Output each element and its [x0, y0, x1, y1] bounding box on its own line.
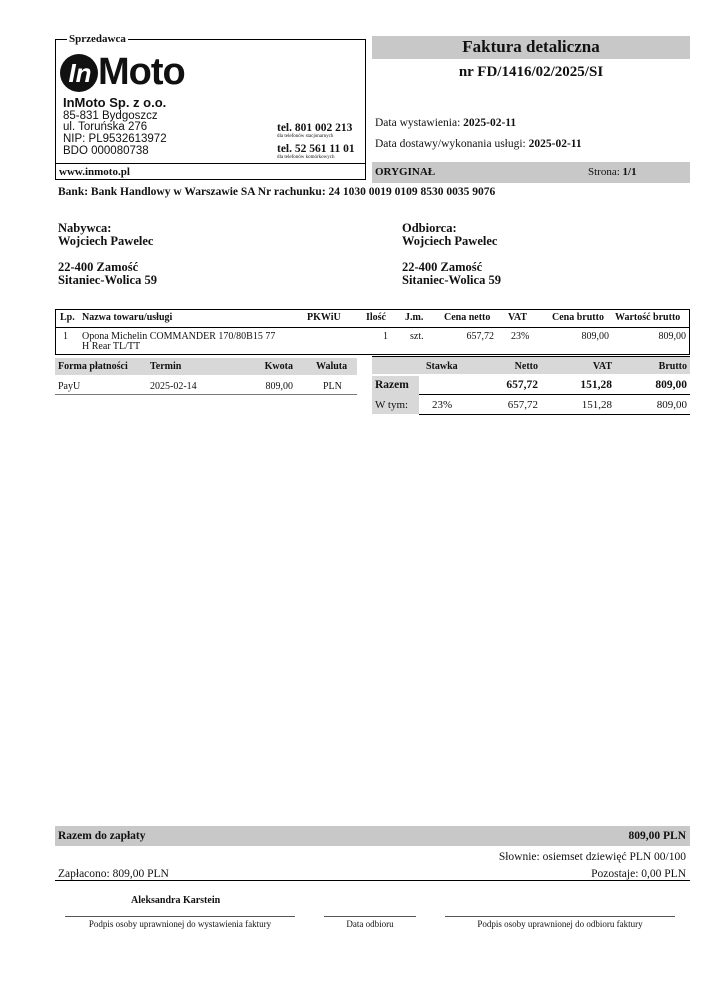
- item-name-line1: Opona Michelin COMMANDER 170/80B15 77: [82, 331, 276, 342]
- seller-city: 85-831 Bydgoszcz: [63, 110, 158, 122]
- payment-divider: [55, 394, 357, 395]
- receiver-signature-line: [445, 916, 675, 917]
- vat-bottom-line: [419, 414, 690, 415]
- seller-label: Sprzedawca: [69, 33, 126, 45]
- vat-row-net: 657,72: [507, 399, 538, 411]
- delivery-date-label: Data dostawy/wykonania usługi:: [375, 138, 526, 150]
- seller-tel-landline: tel. 801 002 213: [277, 122, 353, 134]
- item-net-price: 657,72: [466, 331, 494, 342]
- document-title: Faktura detaliczna: [462, 37, 600, 56]
- col-lp: Lp.: [60, 312, 75, 323]
- payment-due: 2025-02-14: [150, 381, 197, 392]
- recipient-name: Wojciech Pawelec: [402, 234, 498, 248]
- col-vat: VAT: [508, 312, 528, 323]
- issuer-signature-label: Podpis osoby uprawnionej do wystawienia faktury: [88, 919, 272, 929]
- receipt-date-label: Data odbioru: [346, 919, 394, 929]
- issue-date-label: Data wystawienia:: [375, 117, 461, 129]
- logo-in-text: In: [68, 58, 92, 88]
- payment-col-amount: Kwota: [264, 361, 293, 372]
- items-header-divider: [55, 327, 690, 328]
- delivery-date-row: [375, 138, 582, 150]
- page-label: Strona:: [588, 166, 620, 178]
- totals-divider: [55, 880, 690, 881]
- document-number: nr FD/1416/02/2025/SI: [458, 64, 604, 80]
- vat-total-gross: 809,00: [655, 379, 687, 391]
- document-status: ORYGINAŁ: [375, 166, 436, 178]
- receiver-signature-label: Podpis osoby uprawnionej do odbioru faktury: [477, 919, 643, 929]
- vat-total-vat: 151,28: [580, 379, 612, 391]
- item-name-line2: H Rear TL/TT: [82, 341, 141, 352]
- bank-account-line: Bank: Bank Handlowy w Warszawie SA Nr rachunku: 24 1030 0019 0109 8530 0035 9076: [58, 186, 496, 198]
- vat-col-gross: Brutto: [658, 361, 687, 372]
- payment-col-form: Forma płatności: [58, 361, 128, 372]
- vat-total-label: Razem: [375, 379, 409, 391]
- total-to-pay-label: Razem do zapłaty: [58, 830, 146, 842]
- payment-col-currency: Waluta: [316, 361, 348, 372]
- vat-breakdown-label: W tym:: [375, 399, 409, 411]
- vat-row-vat: 151,28: [581, 399, 612, 411]
- col-net-price: Cena netto: [444, 312, 491, 323]
- col-unit: J.m.: [405, 312, 424, 323]
- item-unit: szt.: [410, 331, 424, 342]
- col-pkwiu: PKWiU: [307, 312, 341, 323]
- recipient-city: 22-400 Zamość: [402, 260, 483, 274]
- buyer-label: Nabywca:: [58, 221, 112, 235]
- vat-total-divider: [419, 394, 690, 395]
- buyer-street: Sitaniec-Wolica 59: [58, 273, 157, 287]
- total-to-pay-amount: 809,00 PLN: [628, 830, 686, 842]
- seller-tel-landline-note: dla telefonów stacjonarnych: [277, 134, 334, 139]
- item-vat: 23%: [511, 331, 530, 342]
- payment-form: PayU: [58, 381, 81, 392]
- payment-currency: PLN: [323, 381, 342, 392]
- item-gross-price: 809,00: [581, 331, 609, 342]
- seller-bdo: BDO 000080738: [63, 145, 149, 157]
- recipient-label: Odbiorca:: [402, 221, 457, 235]
- payment-col-due: Termin: [150, 361, 182, 372]
- col-gross-value: Wartość brutto: [615, 312, 681, 323]
- seller-tel-mobile: tel. 52 561 11 01: [277, 143, 355, 155]
- receipt-date-line: [324, 916, 416, 917]
- logo-moto-text: Moto: [98, 51, 185, 93]
- item-qty: 1: [383, 331, 388, 342]
- seller-tel-mobile-note: dla telefonów komórkowych: [277, 155, 335, 160]
- buyer-name: Wojciech Pawelec: [58, 234, 154, 248]
- issue-date-row: [375, 117, 516, 129]
- vat-total-net: 657,72: [506, 379, 538, 391]
- col-name: Nazwa towaru/usługi: [82, 312, 173, 323]
- seller-street: ul. Toruńska 276: [63, 121, 148, 133]
- vat-row-rate: 23%: [432, 399, 453, 411]
- seller-name: InMoto Sp. z o.o.: [63, 95, 167, 110]
- seller-divider: [55, 163, 366, 164]
- recipient-street: Sitaniec-Wolica 59: [402, 273, 501, 287]
- seller-nip: NIP: PL9532613972: [63, 133, 167, 145]
- item-lp: 1: [63, 331, 68, 342]
- amount-remaining: Pozostaje: 0,00 PLN: [591, 868, 686, 880]
- vat-col-rate: Stawka: [426, 361, 458, 372]
- amount-paid: Zapłacono: 809,00 PLN: [58, 868, 169, 880]
- delivery-date-value: 2025-02-11: [528, 138, 582, 150]
- page-indicator: [588, 166, 637, 178]
- vat-col-vat: VAT: [592, 361, 612, 372]
- issuer-signature-line: [65, 916, 295, 917]
- vat-col-net: Netto: [514, 361, 538, 372]
- page-value: 1/1: [622, 166, 637, 178]
- col-qty: Ilość: [366, 312, 386, 323]
- issue-date-value: 2025-02-11: [463, 117, 517, 129]
- item-gross-value: 809,00: [658, 331, 686, 342]
- vat-row-gross: 809,00: [656, 399, 687, 411]
- buyer-city: 22-400 Zamość: [58, 260, 139, 274]
- amount-in-words: Słownie: osiemset dziewięć PLN 00/100: [498, 851, 686, 863]
- payment-amount: 809,00: [265, 381, 293, 392]
- issuer-name: Aleksandra Karstein: [131, 895, 221, 906]
- col-gross-price: Cena brutto: [552, 312, 604, 323]
- seller-website: www.inmoto.pl: [59, 166, 130, 178]
